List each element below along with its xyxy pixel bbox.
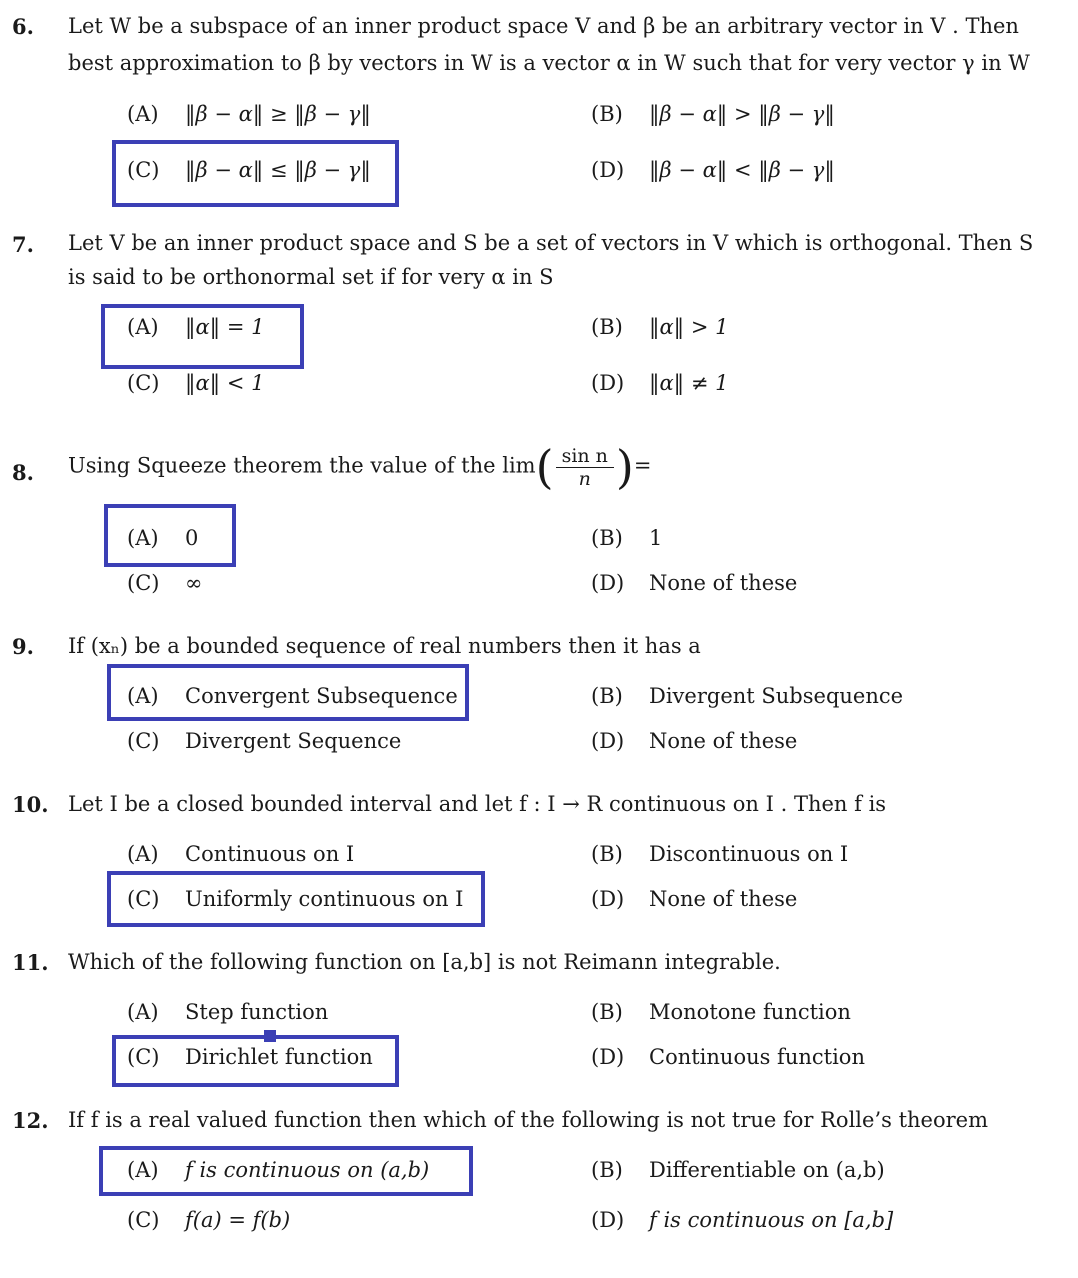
question-number: 6. bbox=[12, 14, 34, 39]
question-line: is said to be orthonormal set if for very α in S bbox=[68, 265, 554, 289]
option-c[interactable]: (C) ∞ bbox=[127, 571, 203, 595]
question-text: If (xₙ) be a bounded sequence of real numbers then it has a bbox=[68, 634, 701, 658]
question-number: 10. bbox=[12, 792, 49, 817]
option-c[interactable]: (C) f(a) = f(b) bbox=[127, 1208, 291, 1232]
option-c[interactable]: (C) Uniformly continuous on I bbox=[127, 887, 464, 911]
option-a[interactable]: (A) Convergent Subsequence bbox=[127, 684, 458, 708]
option-b[interactable]: (B) Discontinuous on I bbox=[591, 842, 849, 866]
option-b[interactable]: (B) 1 bbox=[591, 526, 663, 550]
question-text bbox=[68, 8, 1048, 82]
question-line: best approximation to β by vectors in W is a vector α in W such that for very vector γ in W bbox=[68, 51, 1030, 75]
option-c[interactable]: (C) ‖α‖ < 1 bbox=[127, 371, 265, 395]
question-line: Let V be an inner product space and S be a set of vectors in V which is orthogonal. Then S bbox=[68, 231, 1034, 255]
option-a[interactable]: (A) f is continuous on (a,b) bbox=[127, 1158, 430, 1182]
option-d[interactable]: (D) ‖α‖ ≠ 1 bbox=[591, 371, 729, 395]
option-b[interactable]: (B) Divergent Subsequence bbox=[591, 684, 904, 708]
question-number: 8. bbox=[12, 460, 34, 485]
answer-highlight-box bbox=[101, 304, 304, 369]
answer-highlight-box bbox=[104, 504, 236, 567]
option-d[interactable]: (D) None of these bbox=[591, 571, 798, 595]
answer-highlight-box bbox=[107, 871, 485, 927]
question-text: Let I be a closed bounded interval and let f : I → R continuous on I . Then f is bbox=[68, 792, 887, 816]
option-c[interactable]: (C) ‖β − α‖ ≤ ‖β − γ‖ bbox=[127, 158, 371, 182]
option-a[interactable]: (A) Step function bbox=[127, 1000, 329, 1024]
answer-highlight-box bbox=[112, 140, 399, 207]
resize-handle[interactable] bbox=[264, 1030, 276, 1042]
fraction: $\frac{\text{sin n}}{n}$ bbox=[556, 445, 614, 490]
option-c[interactable]: (C) Dirichlet function bbox=[127, 1045, 373, 1069]
option-d[interactable]: (D) f is continuous on [a,b] bbox=[591, 1208, 894, 1232]
answer-highlight-box bbox=[112, 1035, 399, 1087]
option-b[interactable]: (B) Monotone function bbox=[591, 1000, 851, 1024]
option-d[interactable]: (D) None of these bbox=[591, 887, 798, 911]
question-text bbox=[68, 226, 1048, 294]
question-text: If f is a real valued function then which of the following is not true for Rolle’s theorem bbox=[68, 1108, 988, 1132]
option-d[interactable]: (D) None of these bbox=[591, 729, 798, 753]
option-d[interactable]: (D) ‖β − α‖ < ‖β − γ‖ bbox=[591, 158, 835, 182]
option-a[interactable]: (A) 0 bbox=[127, 526, 199, 550]
answer-highlight-box bbox=[99, 1146, 473, 1196]
option-b[interactable]: (B) ‖β − α‖ > ‖β − γ‖ bbox=[591, 102, 835, 126]
option-b[interactable]: (B) Differentiable on (a,b) bbox=[591, 1158, 885, 1182]
question-text: Which of the following function on [a,b] is not Reimann integrable. bbox=[68, 950, 781, 974]
option-b[interactable]: (B) ‖α‖ > 1 bbox=[591, 315, 729, 339]
question-number: 7. bbox=[12, 232, 34, 257]
question-number: 11. bbox=[12, 950, 49, 975]
option-d[interactable]: (D) Continuous function bbox=[591, 1045, 865, 1069]
question-text: Using Squeeze theorem the value of the lim( $\frac{\text{sin n}}{n}$ )= bbox=[68, 440, 652, 494]
option-a[interactable]: (A) Continuous on I bbox=[127, 842, 355, 866]
question-number: 9. bbox=[12, 634, 34, 659]
option-a[interactable]: (A) ‖α‖ = 1 bbox=[127, 315, 265, 339]
option-c[interactable]: (C) Divergent Sequence bbox=[127, 729, 402, 753]
answer-highlight-box bbox=[107, 664, 469, 721]
question-line: Let W be a subspace of an inner product space V and β be an arbitrary vector in V . Then bbox=[68, 14, 1019, 38]
option-a[interactable]: (A) ‖β − α‖ ≥ ‖β − γ‖ bbox=[127, 102, 371, 126]
question-number: 12. bbox=[12, 1108, 49, 1133]
